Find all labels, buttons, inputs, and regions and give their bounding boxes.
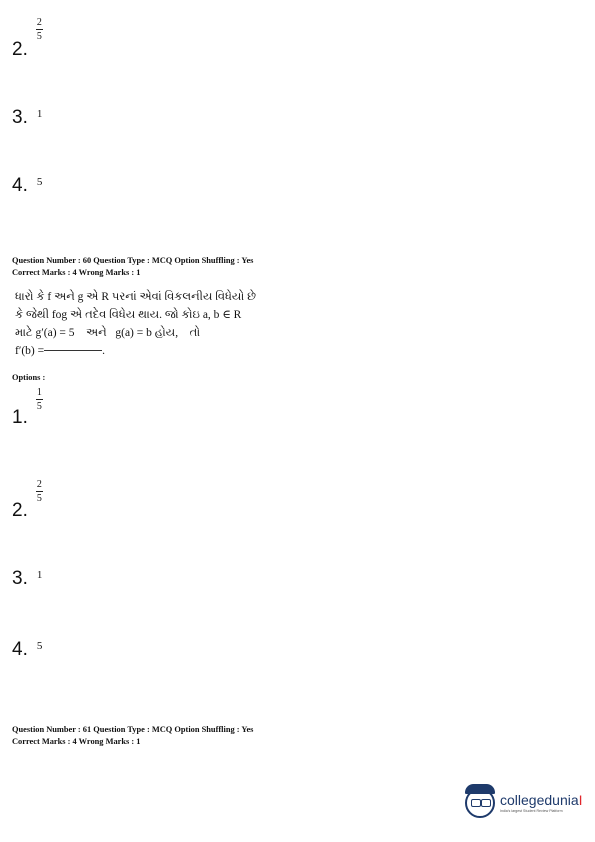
option-number: 4.: [12, 639, 28, 660]
option-number: 4.: [12, 175, 28, 196]
logo-tagline: India's largest Student Review Platform: [500, 809, 563, 813]
fraction: [36, 18, 43, 42]
numerator: 2: [36, 17, 42, 28]
option-1: [12, 388, 43, 427]
option-number: 3.: [12, 568, 28, 589]
line4-end: .: [102, 345, 105, 357]
options-label: Options :: [12, 373, 46, 382]
numerator: 1: [36, 387, 42, 398]
option-2: [12, 480, 43, 520]
fraction: [36, 480, 43, 504]
fraction-bar: [36, 399, 43, 400]
question-60-text: [15, 288, 256, 360]
line3-part-a: માટે g′(a) = 5: [15, 327, 75, 339]
numerator: 2: [36, 479, 42, 490]
question-header: Question Number : 61 Question Type : MCQ Option Shuffling : Yes: [12, 725, 254, 734]
logo-wordmark: collegeduniaI: [500, 792, 583, 808]
mascot-icon: [465, 788, 495, 818]
prev-option-3: [12, 108, 42, 127]
question-line-4: [15, 342, 256, 360]
line4-expression: f′(b) =: [15, 345, 45, 357]
answer-blank: [44, 350, 102, 351]
option-number: 3.: [12, 107, 28, 128]
option-value: 1: [36, 108, 43, 120]
line3-part-b: અને: [86, 327, 107, 339]
marks-info: Correct Marks : 4 Wrong Marks : 1: [12, 737, 141, 746]
marks-info: Correct Marks : 4 Wrong Marks : 1: [12, 268, 141, 277]
option-value: 5: [36, 176, 43, 188]
prev-option-4: [12, 176, 42, 195]
line3-part-c: g(a) = b હોય,: [115, 327, 179, 339]
option-value: 5: [36, 640, 43, 652]
denominator: 5: [36, 401, 42, 412]
option-number: 2.: [12, 39, 28, 60]
prev-option-2: [12, 18, 43, 59]
collegedunia-logo: [465, 788, 583, 818]
denominator: 5: [36, 493, 42, 504]
question-line-2: કે જેથી fog એ તદેવ વિધેય થાય. જો કોઇ a, b ∈ R: [15, 309, 242, 321]
question-line-1: ધારો કે f અને g એ R પરનાં એવાં વિકલનીય વિધેયો છે: [15, 291, 256, 303]
fraction: [36, 388, 43, 412]
question-60-meta: [12, 255, 253, 279]
option-3: [12, 569, 42, 588]
logo-text: [500, 793, 583, 813]
question-line-3: [15, 324, 256, 342]
line3-part-d: તો: [189, 327, 201, 339]
fraction-bar: [36, 491, 43, 492]
denominator: 5: [36, 31, 42, 42]
question-61-meta: [12, 724, 253, 748]
question-header: Question Number : 60 Question Type : MCQ Option Shuffling : Yes: [12, 256, 254, 265]
option-value: 1: [36, 569, 43, 581]
fraction-bar: [36, 29, 43, 30]
option-number: 2.: [12, 500, 28, 521]
option-number: 1.: [12, 407, 28, 428]
option-4: [12, 640, 42, 659]
